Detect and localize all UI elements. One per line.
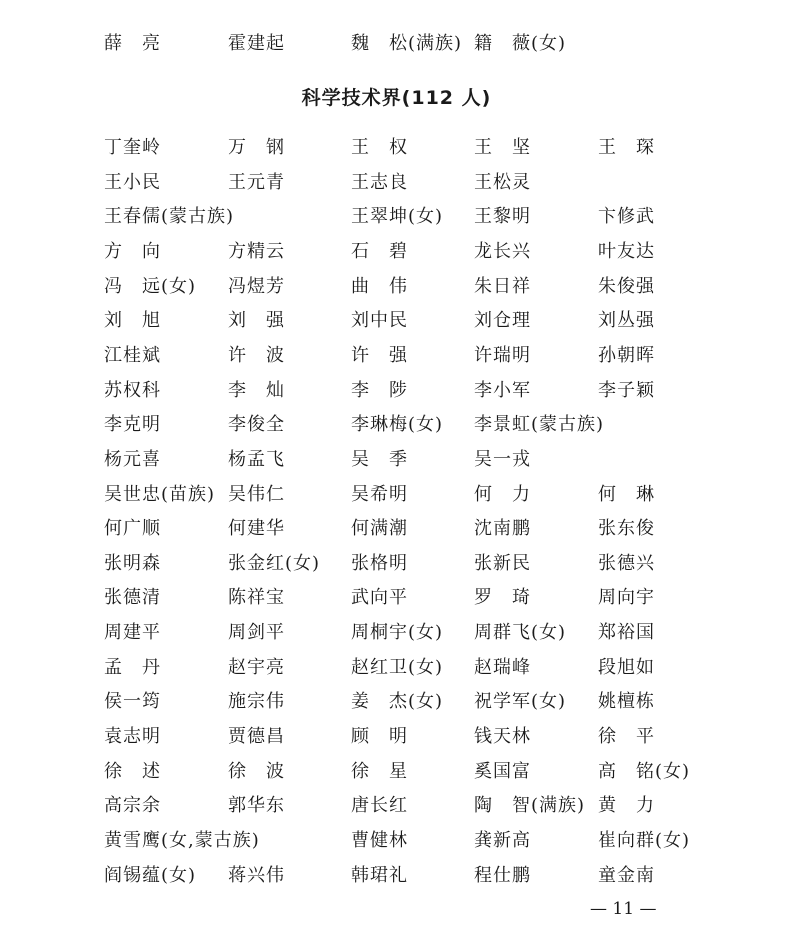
name-cell: 赵宇亮 <box>228 657 285 678</box>
name-cell: 徐 星 <box>351 761 408 782</box>
name-cell: 龚新高 <box>474 830 531 851</box>
name-cell: 卞修武 <box>598 206 655 227</box>
name-row <box>0 445 793 475</box>
name-row <box>0 237 793 267</box>
name-cell: 吴世忠(苗族) <box>104 484 216 505</box>
name-cell: 黄雪鹰(女,蒙古族) <box>104 830 260 851</box>
name-cell: 杨元喜 <box>104 449 161 470</box>
name-cell: 许 强 <box>351 345 408 366</box>
name-row <box>0 133 793 163</box>
name-cell: 施宗伟 <box>228 691 285 712</box>
name-row <box>0 618 793 648</box>
name-cell: 刘仓理 <box>474 310 531 331</box>
name-cell: 徐 述 <box>104 761 161 782</box>
name-cell: 方 向 <box>104 241 161 262</box>
name-row <box>0 653 793 683</box>
name-row <box>0 202 793 232</box>
name-cell: 张格明 <box>351 553 408 574</box>
name-cell: 龙长兴 <box>474 241 531 262</box>
name-cell: 张新民 <box>474 553 531 574</box>
name-cell: 刘中民 <box>351 310 408 331</box>
name-cell: 王松灵 <box>474 172 531 193</box>
name-row <box>0 306 793 336</box>
name-cell: 吴伟仁 <box>228 484 285 505</box>
name-cell: 王 琛 <box>598 137 655 158</box>
page-number: — 11 — <box>590 899 657 919</box>
name-cell: 万 钢 <box>228 137 285 158</box>
name-cell: 孟 丹 <box>104 657 161 678</box>
name-cell: 黄 力 <box>598 795 655 816</box>
name-row <box>0 341 793 371</box>
name-cell: 王黎明 <box>474 206 531 227</box>
name-cell: 张德清 <box>104 587 161 608</box>
name-cell: 薛 亮 <box>104 33 161 54</box>
name-cell: 韩珺礼 <box>351 865 408 886</box>
name-cell: 王春儒(蒙古族) <box>104 206 235 227</box>
name-cell: 周剑平 <box>228 622 285 643</box>
name-cell: 曲 伟 <box>351 276 408 297</box>
name-cell: 吴希明 <box>351 484 408 505</box>
name-row <box>0 826 793 856</box>
name-cell: 周桐宇(女) <box>351 622 444 643</box>
name-cell: 阎锡蕴(女) <box>104 865 197 886</box>
name-cell: 段旭如 <box>598 657 655 678</box>
name-cell: 方精云 <box>228 241 285 262</box>
name-cell: 周建平 <box>104 622 161 643</box>
name-row <box>0 272 793 302</box>
name-cell: 唐长红 <box>351 795 408 816</box>
name-cell: 朱俊强 <box>598 276 655 297</box>
name-cell: 刘 旭 <box>104 310 161 331</box>
name-cell: 李 灿 <box>228 380 285 401</box>
name-cell: 何满潮 <box>351 518 408 539</box>
name-cell: 张东俊 <box>598 518 655 539</box>
name-cell: 江桂斌 <box>104 345 161 366</box>
name-cell: 孙朝晖 <box>598 345 655 366</box>
name-cell: 张金红(女) <box>228 553 321 574</box>
name-row <box>0 480 793 510</box>
name-cell: 武向平 <box>351 587 408 608</box>
name-cell: 郭华东 <box>228 795 285 816</box>
name-cell: 王元青 <box>228 172 285 193</box>
name-cell: 张明森 <box>104 553 161 574</box>
name-row <box>0 583 793 613</box>
name-cell: 魏 松(满族) <box>351 33 463 54</box>
name-row <box>0 722 793 752</box>
name-cell: 刘丛强 <box>598 310 655 331</box>
name-cell: 李克明 <box>104 414 161 435</box>
name-cell: 周向宇 <box>598 587 655 608</box>
name-cell: 王翠坤(女) <box>351 206 444 227</box>
name-cell: 袁志明 <box>104 726 161 747</box>
name-cell: 蒋兴伟 <box>228 865 285 886</box>
name-cell: 张德兴 <box>598 553 655 574</box>
name-cell: 沈南鹏 <box>474 518 531 539</box>
name-cell: 高 铭(女) <box>598 761 691 782</box>
name-cell: 姚檀栋 <box>598 691 655 712</box>
name-cell: 李俊全 <box>228 414 285 435</box>
name-cell: 杨孟飞 <box>228 449 285 470</box>
name-cell: 赵红卫(女) <box>351 657 444 678</box>
name-cell: 何 琳 <box>598 484 655 505</box>
name-cell: 姜 杰(女) <box>351 691 444 712</box>
name-cell: 王小民 <box>104 172 161 193</box>
name-cell: 石 碧 <box>351 241 408 262</box>
name-cell: 何 力 <box>474 484 531 505</box>
name-cell: 许 波 <box>228 345 285 366</box>
name-cell: 曹健林 <box>351 830 408 851</box>
name-cell: 童金南 <box>598 865 655 886</box>
name-row <box>0 687 793 717</box>
name-row <box>0 376 793 406</box>
name-cell: 冯煜芳 <box>228 276 285 297</box>
name-cell: 徐 波 <box>228 761 285 782</box>
name-cell: 吴一戎 <box>474 449 531 470</box>
name-cell: 李小军 <box>474 380 531 401</box>
name-cell: 刘 强 <box>228 310 285 331</box>
name-row <box>0 861 793 891</box>
name-cell: 许瑞明 <box>474 345 531 366</box>
name-cell: 叶友达 <box>598 241 655 262</box>
section-title: 科学技术界(112 人) <box>301 87 492 109</box>
name-cell: 霍建起 <box>228 33 285 54</box>
name-row-top <box>0 29 793 59</box>
name-cell: 程仕鹏 <box>474 865 531 886</box>
name-cell: 罗 琦 <box>474 587 531 608</box>
name-row <box>0 410 793 440</box>
name-row <box>0 757 793 787</box>
name-cell: 顾 明 <box>351 726 408 747</box>
name-cell: 徐 平 <box>598 726 655 747</box>
name-cell: 李子颖 <box>598 380 655 401</box>
name-cell: 郑裕国 <box>598 622 655 643</box>
name-cell: 崔向群(女) <box>598 830 691 851</box>
name-cell: 李 陟 <box>351 380 408 401</box>
name-row <box>0 549 793 579</box>
name-cell: 侯一筠 <box>104 691 161 712</box>
name-cell: 吴 季 <box>351 449 408 470</box>
name-cell: 苏权科 <box>104 380 161 401</box>
name-cell: 何广顺 <box>104 518 161 539</box>
name-cell: 周群飞(女) <box>474 622 567 643</box>
name-cell: 李琳梅(女) <box>351 414 444 435</box>
name-row <box>0 791 793 821</box>
name-cell: 何建华 <box>228 518 285 539</box>
name-cell: 贾德昌 <box>228 726 285 747</box>
name-cell: 王 坚 <box>474 137 531 158</box>
name-cell: 陶 智(满族) <box>474 795 586 816</box>
name-cell: 赵瑞峰 <box>474 657 531 678</box>
name-cell: 冯 远(女) <box>104 276 197 297</box>
name-cell: 李景虹(蒙古族) <box>474 414 605 435</box>
name-cell: 奚国富 <box>474 761 531 782</box>
name-row <box>0 514 793 544</box>
name-cell: 陈祥宝 <box>228 587 285 608</box>
name-cell: 朱日祥 <box>474 276 531 297</box>
name-cell: 祝学军(女) <box>474 691 567 712</box>
name-cell: 丁奎岭 <box>104 137 161 158</box>
name-cell: 籍 薇(女) <box>474 33 567 54</box>
name-row <box>0 168 793 198</box>
name-cell: 高宗余 <box>104 795 161 816</box>
name-cell: 王志良 <box>351 172 408 193</box>
name-cell: 钱天林 <box>474 726 531 747</box>
name-cell: 王 权 <box>351 137 408 158</box>
